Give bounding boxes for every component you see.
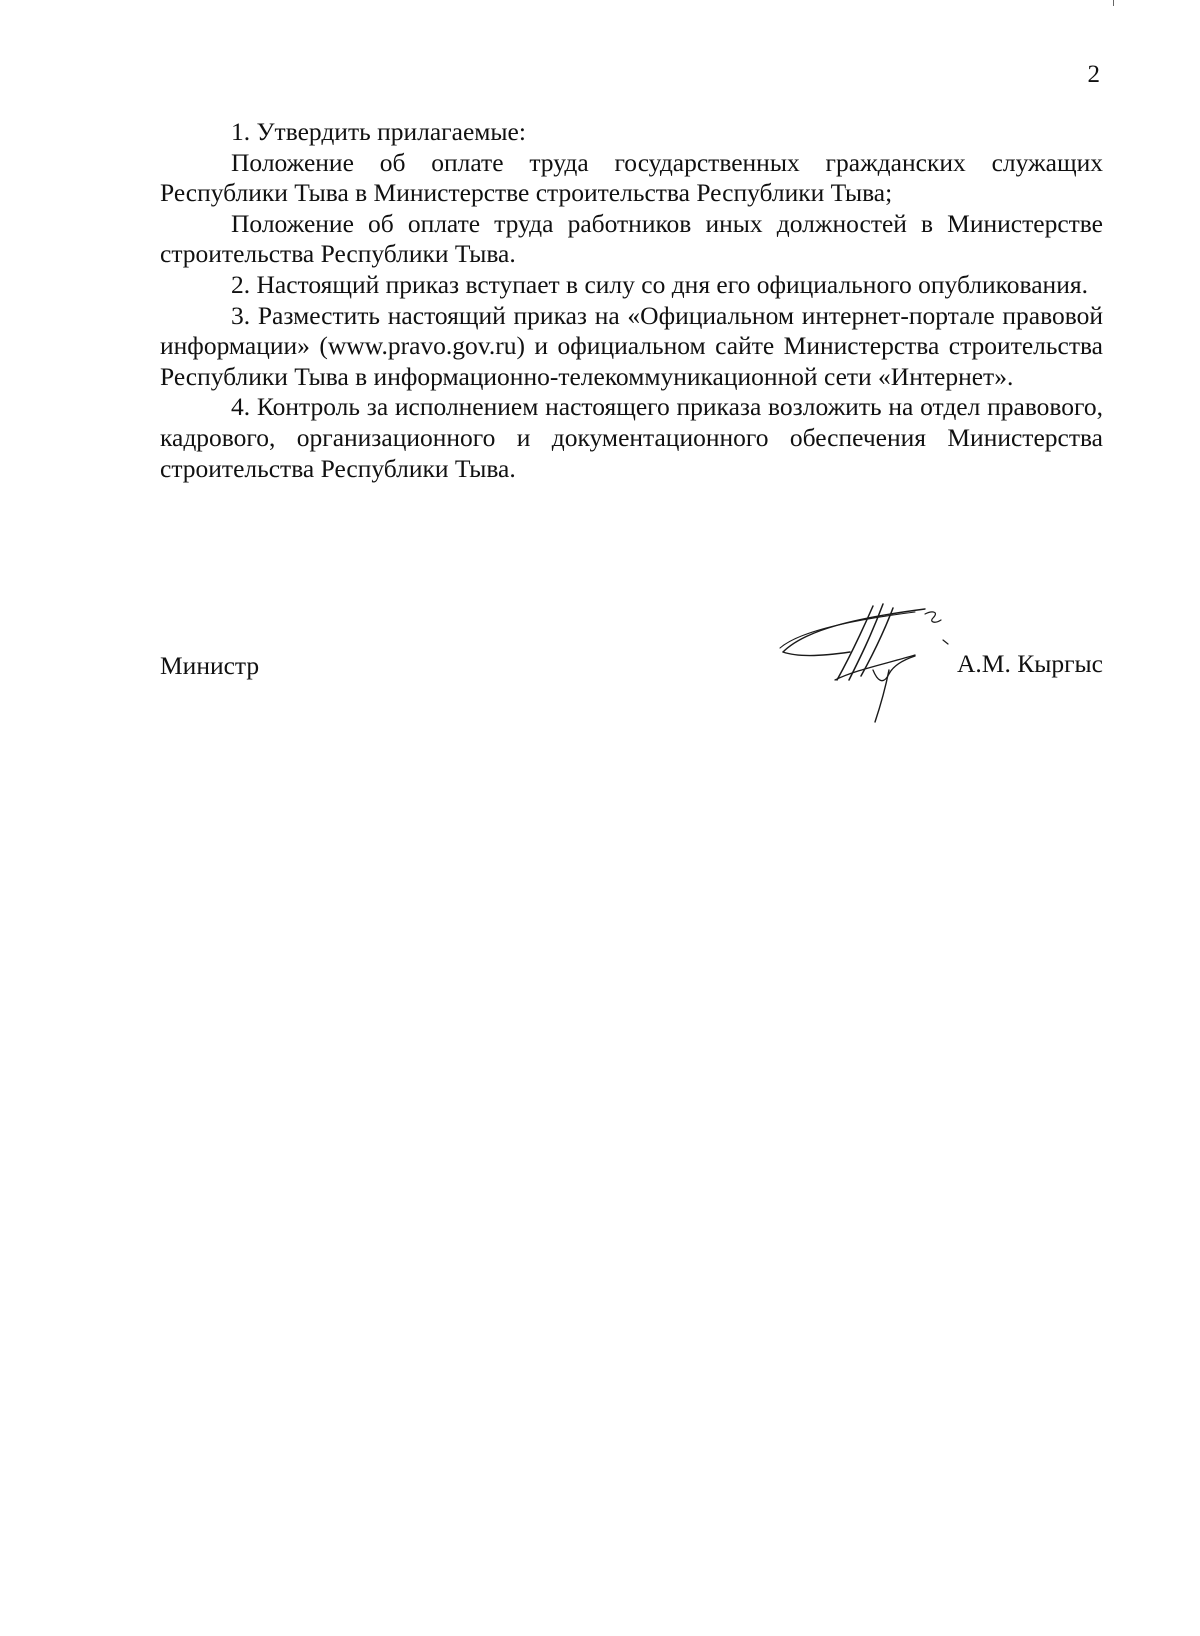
paragraph-civil-servants-pay: Положение об оплате труда государственных гражданских служащих Республики Тыва в Министерстве строительства Республики Тыва; <box>160 147 1103 208</box>
paragraph-approve: 1. Утвердить прилагаемые: <box>231 117 526 146</box>
handwritten-signature <box>775 600 950 730</box>
paragraph-control: 4. Контроль за исполнением настоящего приказа возложить на отдел правового, кадрового, организационного и документационного обеспечения Министерства строительства Республики Тыва. <box>160 392 1103 483</box>
order-body <box>160 117 1103 484</box>
signer-name: А.М. Кыргыс <box>956 649 1103 678</box>
scan-edge-mark <box>1113 0 1114 6</box>
paragraph-publication: 3. Разместить настоящий приказ на «Официальном интернет-портале правовой информации» (www.pravo.gov.ru) и официальном сайте Министерства строительства Республики Тыва в информационно-телекоммуникационной сети «Интернет». <box>160 300 1103 391</box>
page-number: 2 <box>1087 61 1100 88</box>
paragraph-entry-into-force: 2. Настоящий приказ вступает в силу со дня его официального опубликования. <box>231 269 1088 299</box>
signer-title: Министр <box>160 651 260 680</box>
signature-block <box>160 600 1103 730</box>
paragraph-other-positions-pay: Положение об оплате труда работников иных должностей в Министерстве строительства Республики Тыва. <box>160 208 1103 269</box>
